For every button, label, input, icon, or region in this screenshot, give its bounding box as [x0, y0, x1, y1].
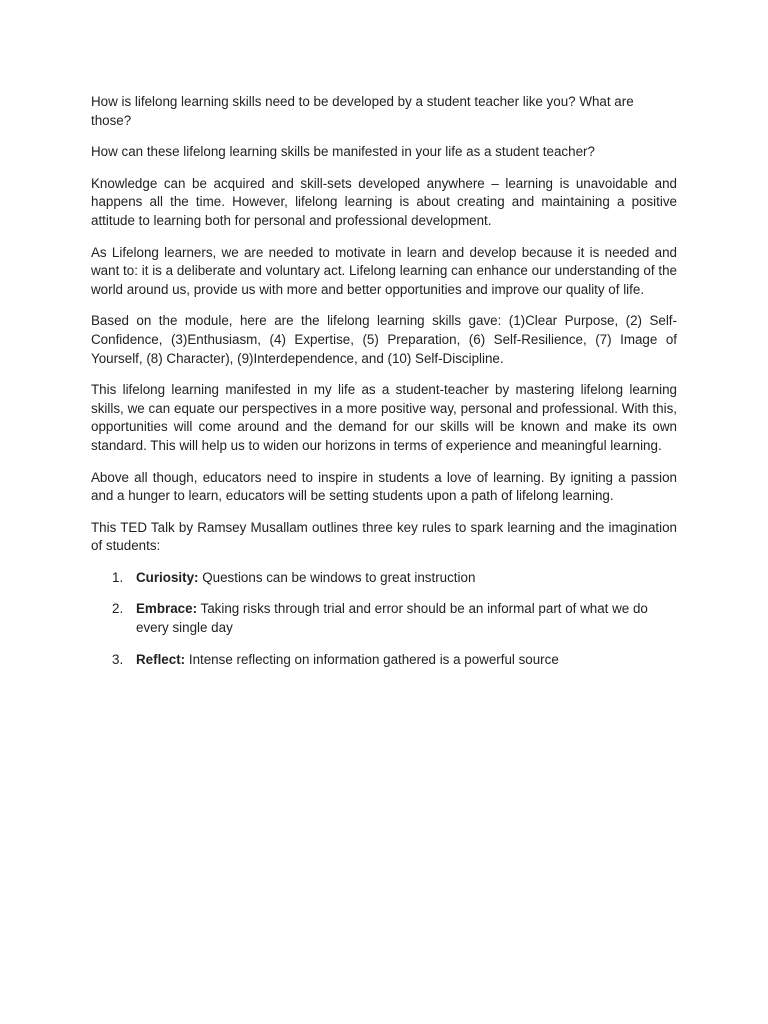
list-number: 3.: [112, 651, 124, 667]
list-item: [91, 569, 677, 588]
paragraph-lifelong-learners: As Lifelong learners, we are needed to motivate in learn and develop because it is needed and want to: it is a deliberate and voluntary act. Lifelong learning can enhance our understanding of the world around us, provide us with more and better opportunities and improve our quality of life.: [91, 244, 677, 297]
rule-term: Curiosity:: [136, 569, 199, 585]
rule-term: Reflect:: [136, 651, 186, 667]
paragraph-module-skills: Based on the module, here are the lifelong learning skills gave: (1)Clear Purpose, (2) Self-Confidence, (3)Enthusiasm, (4) Expertise, (5) Preparation, (6) Self-Resilience, (7) Image of Yourself, (8) Character), (9)Interdependence, and (10) Self-Discipline.: [91, 313, 677, 366]
list-number: 2.: [112, 601, 124, 617]
rules-list: [91, 569, 677, 669]
list-item: [91, 600, 677, 637]
paragraph-manifested: This lifelong learning manifested in my life as a student-teacher by mastering lifelong learning skills, we can equate our perspectives in a more positive way, personal and professional. With this, opportunities will come around and the demand for our skills will be known and make its own standard. This will help us to widen our horizons in terms of experience and meaningful learning.: [91, 382, 677, 453]
rule-text: Intense reflecting on information gathered is a powerful source: [185, 651, 559, 667]
question-1: How is lifelong learning skills need to be developed by a student teacher like you? What are those?: [91, 94, 634, 128]
rule-term: Embrace:: [136, 601, 198, 617]
question-2: How can these lifelong learning skills be manifested in your life as a student teacher?: [91, 144, 595, 160]
paragraph-knowledge: Knowledge can be acquired and skill-sets developed anywhere – learning is unavoidable and happens all the time. However, lifelong learning is about creating and maintaining a positive attitude to learning both for personal and professional development.: [91, 175, 677, 228]
list-item: [91, 651, 677, 670]
list-number: 1.: [112, 569, 124, 585]
paragraph-ted-talk: This TED Talk by Ramsey Musallam outlines three key rules to spark learning and the imagination of students:: [91, 519, 677, 554]
rule-text: Questions can be windows to great instruction: [198, 569, 476, 585]
paragraph-educators: Above all though, educators need to inspire in students a love of learning. By igniting a passion and a hunger to learn, educators will be setting students upon a path of lifelong learning.: [91, 469, 677, 504]
rule-text: Taking risks through trial and error should be an informal part of what we do every single day: [136, 601, 648, 636]
document-body: [91, 93, 677, 682]
